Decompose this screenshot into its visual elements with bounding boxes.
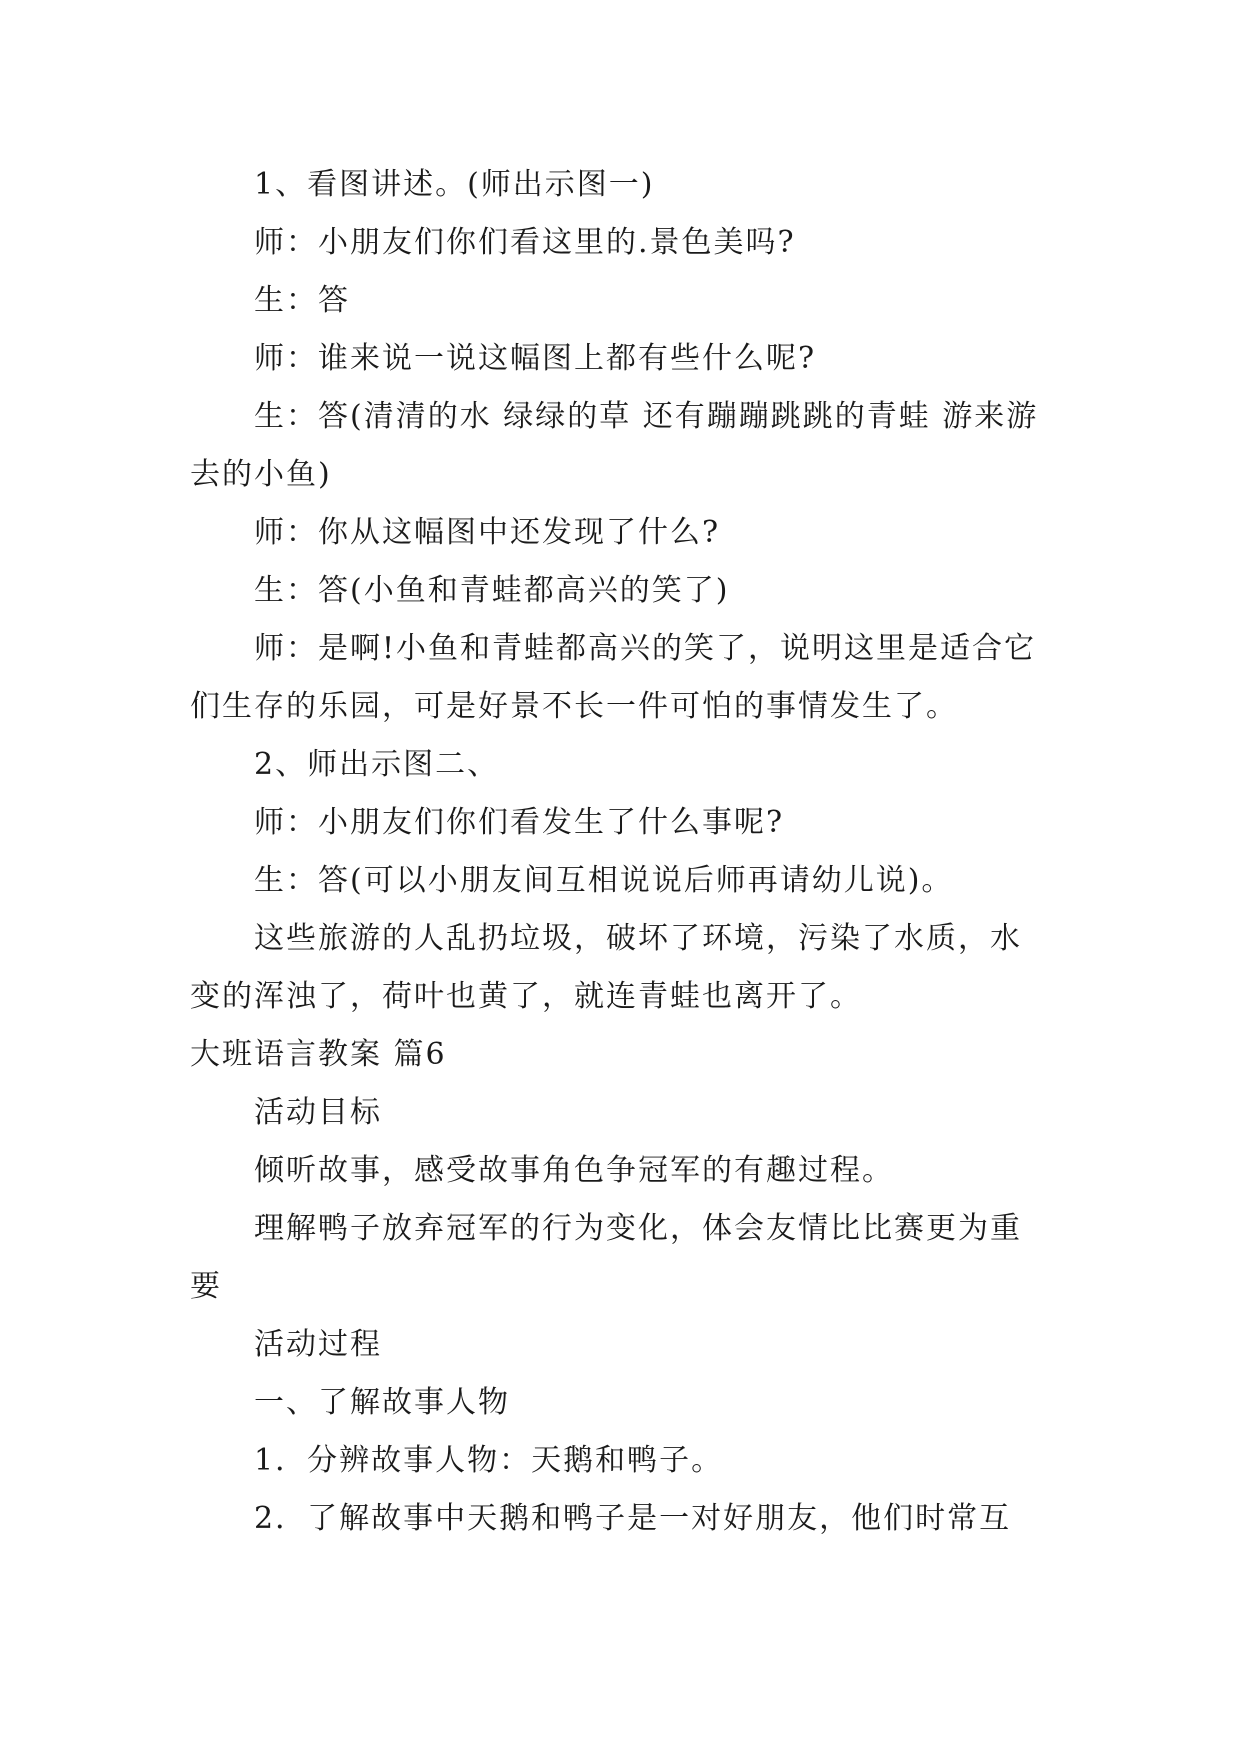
paragraph: 倾听故事，感受故事角色争冠军的有趣过程。 xyxy=(254,1153,894,1188)
paragraph: 师：小朋友们你们看发生了什么事呢? xyxy=(254,805,785,840)
document-body xyxy=(190,156,1050,1548)
paragraph: 师：谁来说一说这幅图上都有些什么呢? xyxy=(254,341,817,376)
paragraph: 1、看图讲述。(师出示图一) xyxy=(254,167,655,202)
paragraph: 生：答(清清的水 绿绿的草 还有蹦蹦跳跳的青蛙 游来游去的小鱼) xyxy=(190,399,1039,492)
paragraph: 2、师出示图二、 xyxy=(254,747,500,782)
paragraph: 活动过程 xyxy=(254,1327,382,1362)
paragraph: 师：是啊!小鱼和青蛙都高兴的笑了，说明这里是适合它们生存的乐园，可是好景不长一件可怕的事情发生了。 xyxy=(190,631,1037,724)
paragraph: 师：小朋友们你们看这里的.景色美吗? xyxy=(254,225,796,260)
paragraph: 2．了解故事中天鹅和鸭子是一对好朋友，他们时常互 xyxy=(254,1501,1012,1536)
section-title: 大班语言教案 篇6 xyxy=(190,1037,447,1072)
paragraph: 活动目标 xyxy=(254,1095,382,1130)
paragraph: 生：答 xyxy=(254,283,350,318)
paragraph: 生：答(可以小朋友间互相说说后师再请幼儿说)。 xyxy=(254,863,954,898)
paragraph: 1．分辨故事人物：天鹅和鸭子。 xyxy=(254,1443,724,1478)
paragraph: 理解鸭子放弃冠军的行为变化，体会友情比比赛更为重要 xyxy=(190,1211,1022,1304)
paragraph: 生：答(小鱼和青蛙都高兴的笑了) xyxy=(254,573,730,608)
paragraph: 一、了解故事人物 xyxy=(254,1385,510,1420)
paragraph: 这些旅游的人乱扔垃圾，破坏了环境，污染了水质，水变的浑浊了，荷叶也黄了，就连青蛙也离开了。 xyxy=(190,921,1022,1014)
paragraph: 师：你从这幅图中还发现了什么? xyxy=(254,515,721,550)
